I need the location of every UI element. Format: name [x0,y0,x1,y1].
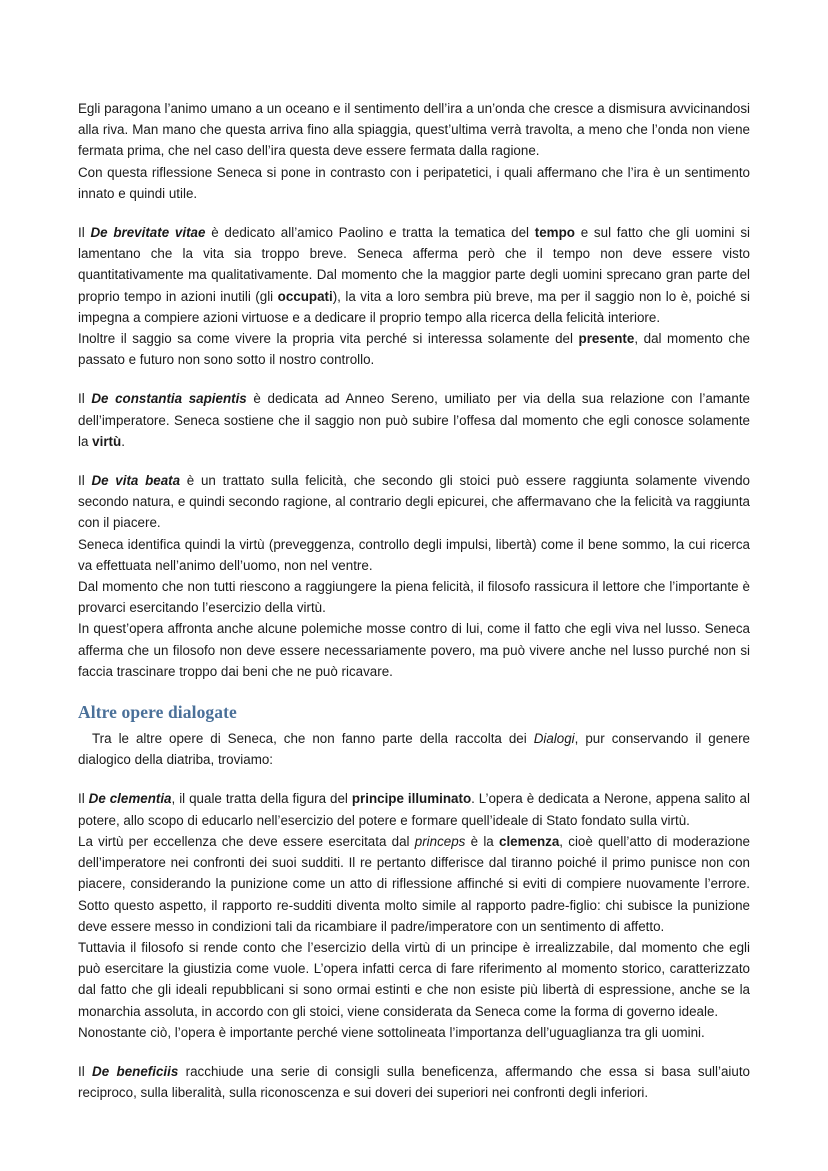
text-run: . L’opera è dedicata a Nerone, appena salito al potere, allo scopo di educarlo nell’esercizio del potere e formare quell’ideale di Stato fondato sulla virtù. [78,791,750,828]
paragraph-de-clementia [78,788,750,1042]
paragraph-de-brevitate-vitae [78,222,750,370]
paragraph-line [78,222,750,328]
text-run: Il [78,391,92,407]
text-run: . [121,433,125,449]
work-title-de-vita-beata: De vita beata [91,473,181,489]
work-title-dialogi: Dialogi [533,731,575,747]
paragraph-line [78,1061,750,1103]
work-title-de-constantia-sapientis: De constantia sapientis [91,391,247,407]
emphasis-tempo: tempo [534,225,575,241]
text-run: è un trattato sulla felicità, che secondo gli stoici può essere raggiunta solamente vivendo secondo natura, e quindi secondo ragione, al contrario degli epicurei, che affermavano che la felicità va raggiunta con il piacere. [78,473,750,531]
emphasis-principe-illuminato: principe illuminato [351,791,472,807]
paragraph-spacer [78,1043,750,1061]
text-run: , il quale tratta della figura del [171,791,352,807]
text-run: Il [78,225,91,241]
paragraph-line [78,788,750,830]
paragraph-line: Dal momento che non tutti riescono a raggiungere la piena felicità, il filosofo rassicura il lettore che l’importante è provarci esercitando l’esercizio della virtù. [78,579,750,616]
paragraph-line: Seneca identifica quindi la virtù (preveggenza, controllo degli impulsi, libertà) come il bene sommo, la cui ricerca va effettuata nell’animo dell’uomo, non nel ventre. [78,536,750,573]
text-run: Il [78,473,92,489]
text-run: Inoltre il saggio sa come vivere la propria vita perché si interessa solamente del [78,331,579,347]
paragraph-altre-opere-intro [78,728,750,770]
section-spacer [78,682,750,700]
emphasis-virtu: virtù [92,433,122,449]
paragraph-line [78,728,750,770]
text-run: Tra le altre opere di Seneca, che non fanno parte della raccolta dei [92,731,534,747]
paragraph-spacer [78,370,750,388]
text-run: è la [465,833,499,849]
work-title-de-beneficiis: De beneficiis [92,1063,179,1079]
work-title-de-clementia: De clementia [88,791,172,807]
text-run: Il [78,1063,93,1079]
paragraph-spacer [78,204,750,222]
paragraph-line [78,388,750,452]
paragraph-line [78,470,750,534]
paragraph-line [78,831,750,937]
emphasis-occupati: occupati [277,288,333,304]
paragraph-de-vita-beata [78,470,750,682]
text-run: racchiude una serie di consigli sulla beneficenza, affermando che essa si basa sull’aiuto reciproco, sulla liberalità, sulla riconoscenza e sui doveri dei superiori nei confronti degli inferiori. [78,1063,751,1101]
work-title-de-brevitate-vitae: De brevitate vitae [90,225,206,241]
text-run: e sul fatto che gli uomini si lamentano che la vita sia troppo breve. Seneca afferma però che il tempo non deve essere visto quantitativamente ma qualitativamente. Dal momento che la maggior parte degli uomini sprecano gran parte del proprio tempo in azioni inutili (gli [78,225,750,304]
section-heading-altre-opere-dialogate: Altre opere dialogate [78,702,237,723]
document-body [78,98,750,1103]
paragraph-spacer [78,770,750,788]
paragraph-de-constantia-sapientis [78,388,750,452]
text-run: è dedicato all’amico Paolino e tratta la tematica del [205,225,535,241]
latin-term-princeps: princeps [414,833,466,849]
paragraph-line: Con questa riflessione Seneca si pone in contrasto con i peripatetici, i quali affermano che l’ira è un sentimento innato e quindi utile. [78,164,750,201]
paragraph-line: Nonostante ciò, l’opera è importante perché viene sottolineata l’importanza dell’uguaglianza tra gli uomini. [78,1024,705,1040]
paragraph-de-beneficiis [78,1061,750,1103]
text-run: Il [78,791,89,807]
paragraph-line: Tuttavia il filosofo si rende conto che l’esercizio della virtù di un principe è irrealizzabile, dal momento che egli può esercitare la giustizia come vuole. L’opera infatti cerca di fare riferimento al momento storico, caratterizzato dal fatto che gli ideali repubblicani si sono ormai estinti e che non esiste più libertà di espressione, anche se la monarchia assoluta, in accordo con gli stoici, viene considerata da Seneca come la forma di governo ideale. [78,939,750,1019]
text-run: è dedicata ad Anneo Sereno, umiliato per via della sua relazione con l’amante dell’imperatore. Seneca sostiene che il saggio non può subire l’offesa dal momento che egli conosce solamente la [78,391,750,449]
text-run: , cioè quell’atto di moderazione dell’imperatore nei confronti dei suoi sudditi. Il re pertanto differisce dal tiranno poiché il primo punisce non con piacere, considerando la punizione come un atto di riflessione affinché si eviti di compiere nuovamente l’errore. Sotto questo aspetto, il rapporto re-sudditi diventa molto simile al rapporto padre-figlio: chi subisce la punizione deve essere messo in condizioni tali da ricambiare il padre/imperatore con un sentimento di affetto. [78,833,750,934]
text-run: , pur conservando il genere dialogico della diatriba, troviamo: [78,731,750,768]
paragraph-line [78,328,750,370]
text-run: ), la vita a loro sembra più breve, ma per il saggio non lo è, poiché si impegna a compiere azioni virtuose e a dedicare il proprio tempo alla ricerca della felicità interiore. [78,288,750,325]
text-run: La virtù per eccellenza che deve essere esercitata dal [78,833,415,849]
paragraph-line: In quest’opera affronta anche alcune polemiche mosse contro di lui, come il fatto che egli viva nel lusso. Seneca afferma che un filosofo non deve essere necessariamente povero, ma può vivere anche nel lusso purché non si faccia trascinare troppo dai beni che ne può ricavare. [78,621,750,679]
paragraph-line: Egli paragona l’animo umano a un oceano e il sentimento dell’ira a un’onda che cresce a dismisura avvicinandosi alla riva. Man mano che questa arriva fino alla spiaggia, quest’ultima verrà travolta, a meno che l’onda non viene fermata prima, che nel caso dell’ira questa deve essere fermata dalla ragione. [78,101,750,159]
text-run: , dal momento che passato e futuro non sono sotto il nostro controllo. [78,331,750,368]
emphasis-presente: presente [578,331,635,347]
paragraph-spacer [78,452,750,470]
paragraph-ira-oceano [78,98,750,204]
emphasis-clemenza: clemenza [499,833,560,849]
